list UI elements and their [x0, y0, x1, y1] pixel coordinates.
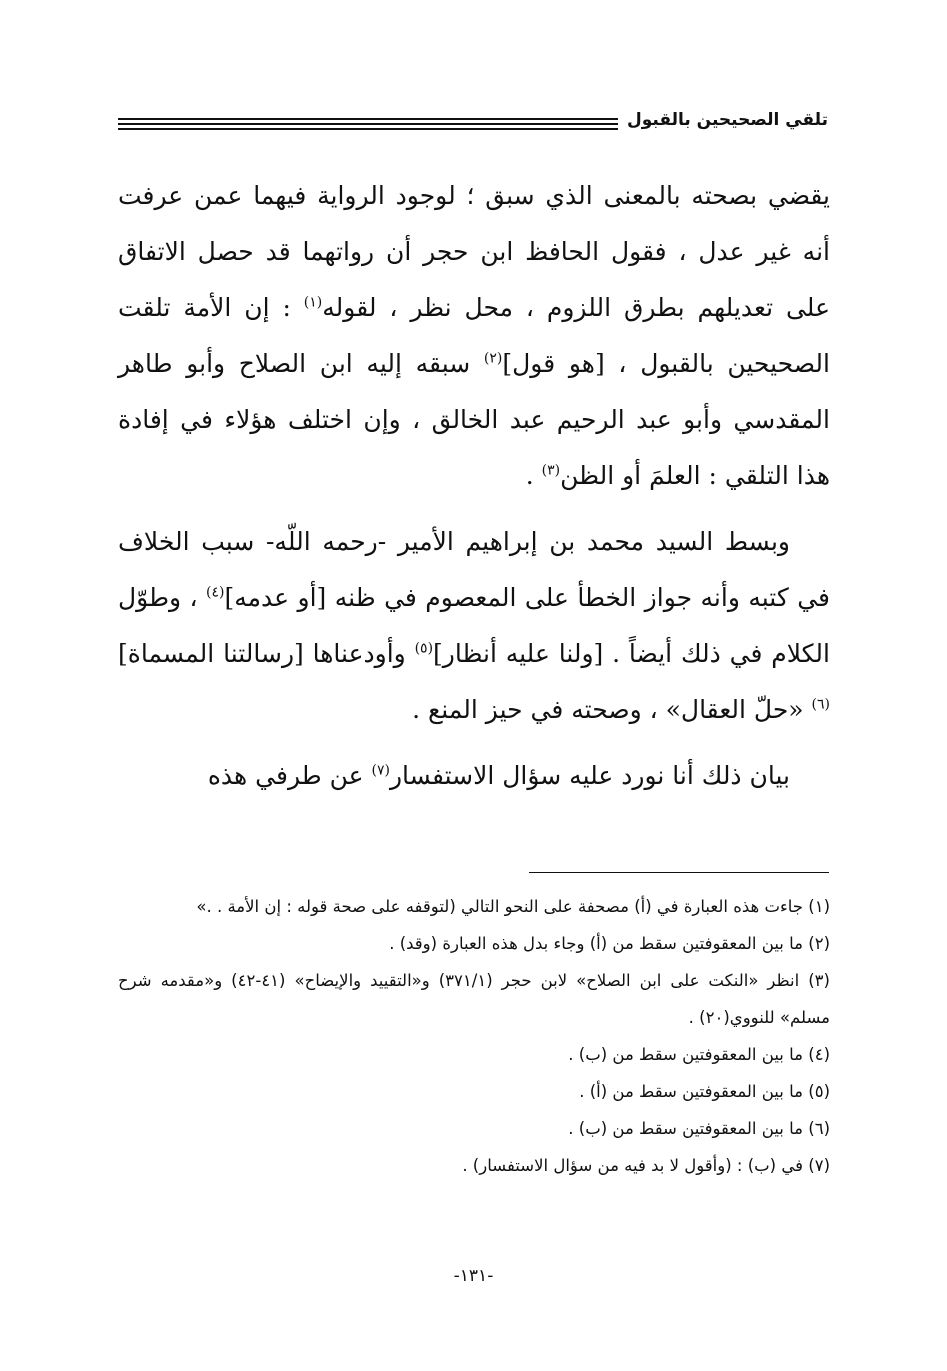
paragraph-text: عن طرفي هذه: [207, 761, 372, 790]
paragraph-text: يقضي بصحته بالمعنى الذي سبق ؛ لوجود الرواية فيهما عمن عرفت أنه غير عدل ، فقول الحافظ ابن حجر أن رواتهما قد حصل الاتفاق على تعديلهم بطرق اللزوم ، محل نظر ، لقوله: [118, 181, 830, 322]
header-rule: [118, 118, 618, 120]
paragraph-text: .: [525, 461, 542, 490]
footnotes: [118, 888, 830, 1184]
footnote-ref: (٢): [483, 350, 503, 367]
footnote-6: (٦) ما بين المعقوفتين سقط من (ب) .: [568, 1119, 830, 1138]
footnote-ref: (٤): [206, 584, 225, 601]
paragraph-text: : إن الأمة تلقت الصحيحين بالقبول ، [هو قول]: [118, 293, 830, 378]
footnote-ref: (٧): [371, 762, 390, 779]
paragraph-text: وبسط السيد محمد بن إبراهيم الأمير -رحمه اللّه- سبب الخلاف في كتبه وأنه جواز الخطأ على المعصوم في ظنه [أو عدمه]: [118, 527, 830, 612]
running-header-title: تلقي الصحيحين بالقبول: [627, 110, 828, 130]
paragraph-3: [118, 748, 830, 804]
footnote-ref: (٥): [414, 640, 434, 657]
paragraph-text: «حلّ العقال» ، وصحته في حيز المنع .: [412, 695, 812, 724]
footnote-separator: [529, 872, 829, 873]
footnote-4: (٤) ما بين المعقوفتين سقط من (ب) .: [568, 1045, 830, 1064]
footnote-5: (٥) ما بين المعقوفتين سقط من (أ) .: [579, 1082, 830, 1101]
running-header: [118, 108, 828, 138]
main-text: [118, 168, 830, 814]
paragraph-text: سبقه إليه ابن الصلاح وأبو طاهر المقدسي وأبو عبد الرحيم عبد الخالق ، وإن اختلف هؤلاء في إفادة هذا التلقي : العلمَ أو الظن: [118, 349, 830, 490]
header-rule: [118, 123, 618, 125]
page-number: -١٣١-: [453, 1266, 494, 1286]
paragraph-text: ، وطوّل الكلام في ذلك أيضاً . [ولنا عليه أنظار]: [118, 583, 830, 668]
paragraph-text: بيان ذلك أنا نورد عليه سؤال الاستفسار: [389, 761, 790, 790]
paragraph-2: [118, 514, 830, 738]
paragraph-text: وأودعناها [رسالتنا المسماة]: [118, 639, 415, 668]
footnote-1: (١) جاءت هذه العبارة في (أ) مصحفة على النحو التالي (لتوقفه على صحة قوله : إن الأمة . .»: [196, 897, 830, 916]
footnote-ref: (١): [303, 294, 323, 311]
footnote-ref: (٣): [541, 462, 561, 479]
footnote-7: (٧) في (ب) : (وأقول لا بد فيه من سؤال الاستفسار) .: [462, 1156, 830, 1175]
footnote-3: (٣) انظر «النكت على ابن الصلاح» لابن حجر (٣٧١/١) و«التقييد والإيضاح» (٤١-٤٢) و«مقدمه شرح مسلم» للنووي(٢٠) .: [118, 971, 830, 1027]
paragraph-1: [118, 168, 830, 504]
header-rule: [118, 128, 618, 130]
footnote-ref: (٦): [811, 696, 830, 713]
footnote-2: (٢) ما بين المعقوفتين سقط من (أ) وجاء بدل هذه العبارة (وقد) .: [389, 934, 830, 953]
